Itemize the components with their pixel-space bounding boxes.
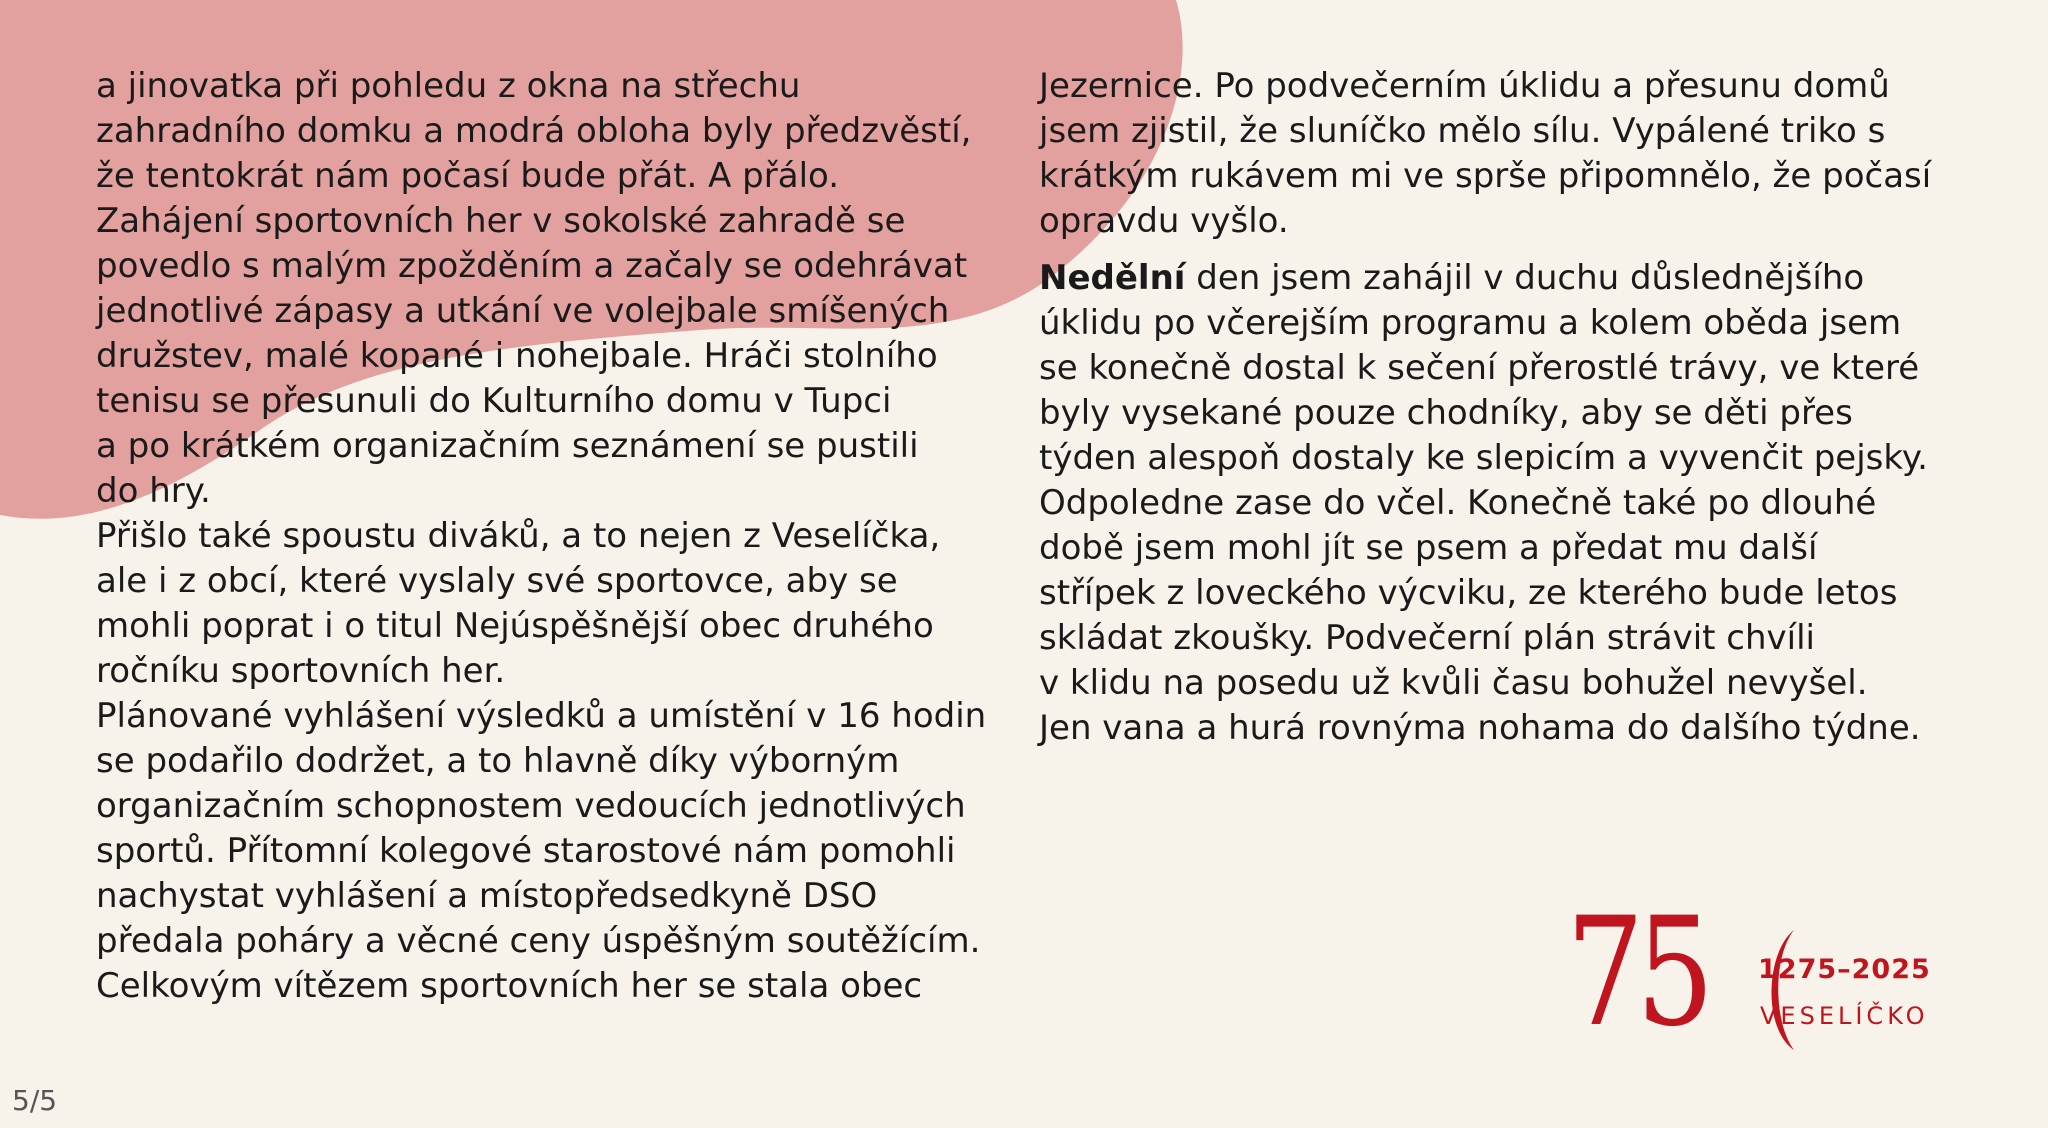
left-text-line: Plánované vyhlášení výsledků a umístění v 16 hodin [96,696,987,736]
right-text-line: v klidu na posedu už kvůli času bohužel nevyšel. [1039,663,1868,703]
logo-number: 75 [1566,886,1707,1060]
paragraph-saturday-end [1039,64,1931,244]
right-text-line: opravdu vyšlo. [1039,201,1289,241]
paragraph-sunday-first-line [1039,256,1931,301]
right-text-line: se konečně dostal k sečení přerostlé trávy, ve které [1039,348,1920,388]
left-text-line: jednotlivé zápasy a utkání ve volejbale smíšených [96,291,950,331]
sunday-first-line-rest: den jsem zahájil v duchu důslednějšího [1185,258,1865,298]
left-text-column [96,64,986,1009]
left-text-line: povedlo s malým zpožděním a začaly se odehrávat [96,246,968,286]
right-text-column [1039,64,1931,751]
right-text-line: byly vysekané pouze chodníky, aby se děti přes [1039,393,1853,433]
left-text-line: družstev, malé kopané i nohejbale. Hráči stolního [96,336,938,376]
paragraph-sunday [1039,301,1931,751]
left-text-line: že tentokrát nám počasí bude přát. A přálo. [96,156,840,196]
left-text-line: sportů. Přítomní kolegové starostové nám pomohli [96,831,956,871]
right-text-line: Jen vana a hurá rovnýma nohama do dalšího týdne. [1039,708,1921,748]
left-text-line: ročníku sportovních her. [96,651,506,691]
left-text-line: mohli poprat i o titul Nejúspěšnější obec druhého [96,606,934,646]
left-text-line: ale i z obcí, které vyslaly své sportovce, aby se [96,561,898,601]
right-text-line: jsem zjistil, že sluníčko mělo sílu. Vypálené triko s [1039,111,1886,151]
right-text-line: Jezernice. Po podvečerním úklidu a přesunu domů [1039,66,1890,106]
right-text-line: Odpoledne zase do včel. Konečně také po dlouhé [1039,483,1877,523]
left-text-line: a po krátkém organizačním seznámení se pustili [96,426,919,466]
left-text-line: Celkovým vítězem sportovních her se stala obec [96,966,923,1006]
logo-zero-arc [1758,928,1798,1052]
page-number: 5/5 [12,1084,58,1117]
left-text-line: zahradního domku a modrá obloha byly předzvěstí, [96,111,972,151]
logo-years: 1275–2025 [1758,954,1931,985]
left-text-line: nachystat vyhlášení a místopředsedkyně DSO [96,876,878,916]
right-text-line: krátkým rukávem mi ve sprše připomnělo, že počasí [1039,156,1932,196]
logo-village-name: VESELÍČKO [1760,1002,1929,1030]
left-text-line: tenisu se přesunuli do Kulturního domu v Tupci [96,381,892,421]
right-text-line: střípek z loveckého výcviku, ze kterého bude letos [1039,573,1898,613]
right-text-line: době jsem mohl jít se psem a předat mu další [1039,528,1818,568]
right-text-line: úklidu po včerejším programu a kolem oběda jsem [1039,303,1902,343]
left-text-line: Přišlo také spoustu diváků, a to nejen z Veselíčka, [96,516,941,556]
sunday-bold-word: Nedělní [1039,258,1186,298]
left-text-line: do hry. [96,471,211,511]
right-text-line: týden alespoň dostaly ke slepicím a vyvenčit pejsky. [1039,438,1928,478]
right-text-line: skládat zkoušky. Podvečerní plán strávit chvíli [1039,618,1815,658]
left-text-line: předala poháry a věcné ceny úspěšným soutěžícím. [96,921,981,961]
left-text-line: Zahájení sportovních her v sokolské zahradě se [96,201,906,241]
left-text-line: se podařilo dodržet, a to hlavně díky výborným [96,741,900,781]
left-text-line: organizačním schopnostem vedoucích jednotlivých [96,786,966,826]
anniversary-logo [1566,886,1986,1060]
left-text-line: a jinovatka při pohledu z okna na střechu [96,66,801,106]
